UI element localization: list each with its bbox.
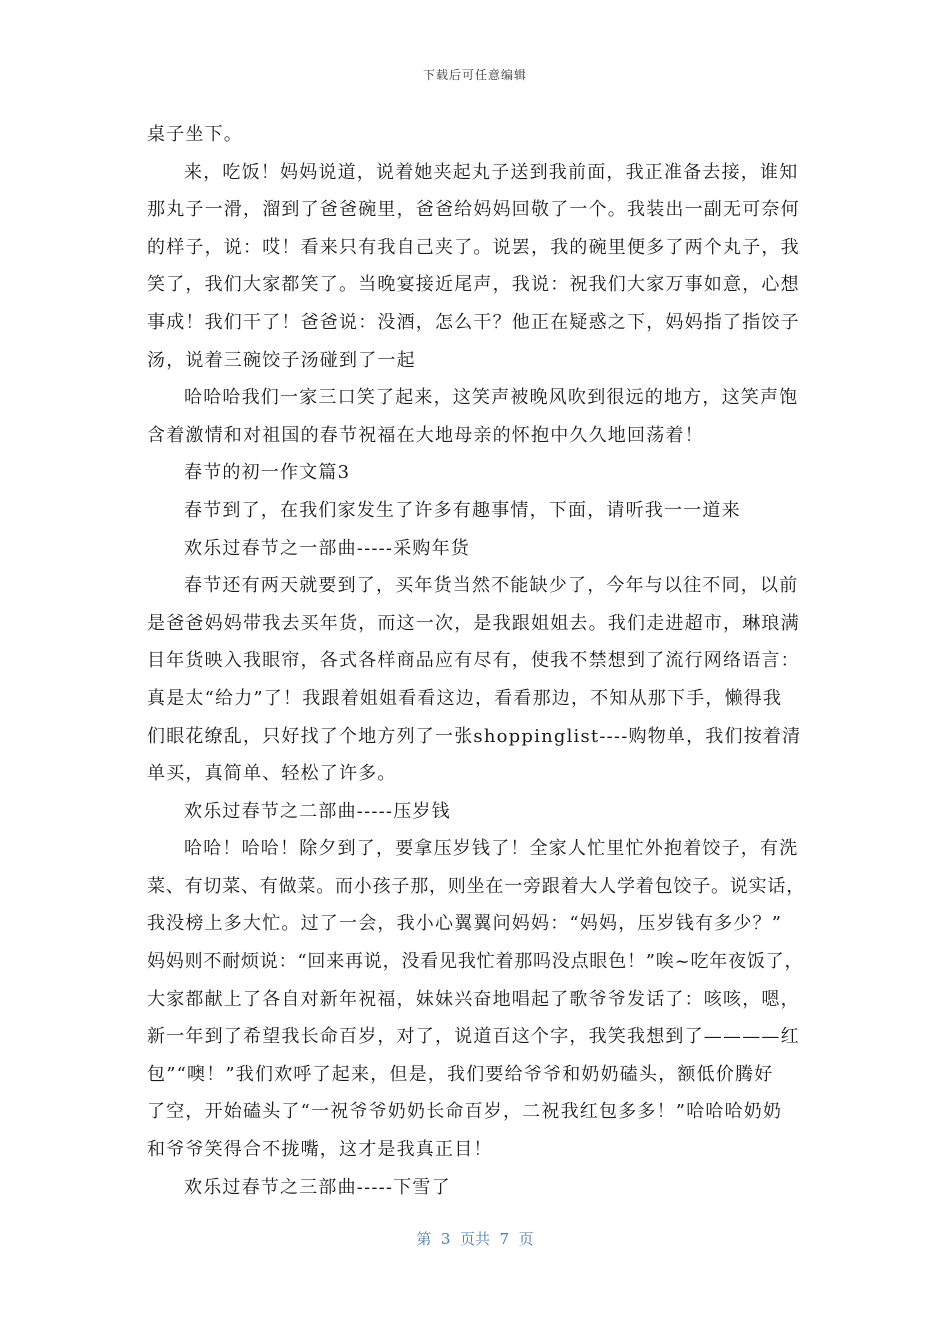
text-line: 欢乐过春节之一部曲-----采购年货 [184, 537, 471, 559]
text-line: 妈妈则不耐烦说：“回来再说，没看见我忙着那吗没点眼色！”唉~吃年夜饭了， [147, 951, 804, 973]
text-line: 事成！我们干了！爸爸说：没酒，怎么干？他正在疑惑之下，妈妈指了指饺子 [147, 311, 800, 333]
text-line: 春节还有两天就要到了，买年货当然不能缺少了，今年与以往不同，以前 [184, 575, 799, 597]
text-line: 包”“噢！”我们欢呼了起来，但是，我们要给爷爷和奶奶磕头，额低价腾好 [147, 1063, 774, 1085]
text-line: 含着激情和对祖国的春节祝福在大地母亲的怀抱中久久地回荡着！ [147, 424, 704, 446]
text-line: 春节的初一作文篇3 [184, 462, 351, 484]
text-line: 哈哈哈我们一家三口笑了起来，这笑声被晚风吹到很远的地方，这笑声饱 [184, 387, 799, 409]
text-line: 目年货映入我眼帘，各式各样商品应有尽有，使我不禁想到了流行网络语言： [147, 650, 800, 672]
text-line: 是爸爸妈妈带我去买年货，而这一次，是我跟姐姐去。我们走进超市，琳琅满 [147, 612, 800, 634]
text-line: 大家都献上了各自对新年祝福，妹妹兴奋地唱起了歌爷爷发话了：咳咳，嗯， [147, 988, 800, 1010]
text-line: 来，吃饭！妈妈说道，说着她夹起丸子送到我前面，我正准备去接，谁知 [184, 161, 799, 183]
text-line: 们眼花缭乱，只好找了个地方列了一张shoppinglist----购物单，我们按着清 [147, 725, 802, 747]
text-line: 了空，开始磕头了“一祝爷爷奶奶长命百岁，二祝我红包多多！”哈哈哈奶奶 [147, 1101, 783, 1123]
text-line: 单买，真简单、轻松了许多。 [147, 763, 397, 785]
text-line: 和爷爷笑得合不拢嘴，这才是我真正目！ [147, 1139, 493, 1161]
text-line: 春节到了，在我们家发生了许多有趣事情，下面，请听我一一道来 [184, 499, 741, 521]
text-line: 的样子，说：哎！看来只有我自己夹了。说罢，我的碗里便多了两个丸子，我 [147, 236, 800, 258]
text-line: 我没榜上多大忙。过了一会，我小心翼翼问妈妈：“妈妈，压岁钱有多少？” [147, 913, 783, 935]
text-line: 欢乐过春节之三部曲-----下雪了 [184, 1176, 451, 1198]
text-line: 汤，说着三碗饺子汤碰到了一起 [147, 349, 416, 371]
page-footer: 第 3 页共 7 页 [416, 1230, 534, 1248]
text-line: 新一年到了希望我长命百岁，对了，说道百这个字，我笑我想到了————红 [147, 1026, 800, 1048]
text-line: 欢乐过春节之二部曲-----压岁钱 [184, 800, 451, 822]
text-line: 那丸子一滑，溜到了爸爸碗里，爸爸给妈妈回敬了一个。我装出一副无可奈何 [147, 199, 800, 221]
text-line: 笑了，我们大家都笑了。当晚宴接近尾声，我说：祝我们大家万事如意，心想 [147, 274, 800, 296]
document-body [147, 116, 807, 1206]
text-line: 真是太“给力”了！我跟着姐姐看看这边，看看那边，不知从那下手，懒得我 [147, 687, 783, 709]
page-header: 下载后可任意编辑 [422, 68, 527, 82]
text-line: 桌子坐下。 [147, 124, 243, 145]
text-line: 哈哈！哈哈！除夕到了，要拿压岁钱了！全家人忙里忙外抱着饺子，有洗 [184, 838, 799, 860]
text-line: 菜、有切菜、有做菜。而小孩子那，则坐在一旁跟着大人学着包饺子。说实话， [147, 875, 805, 897]
